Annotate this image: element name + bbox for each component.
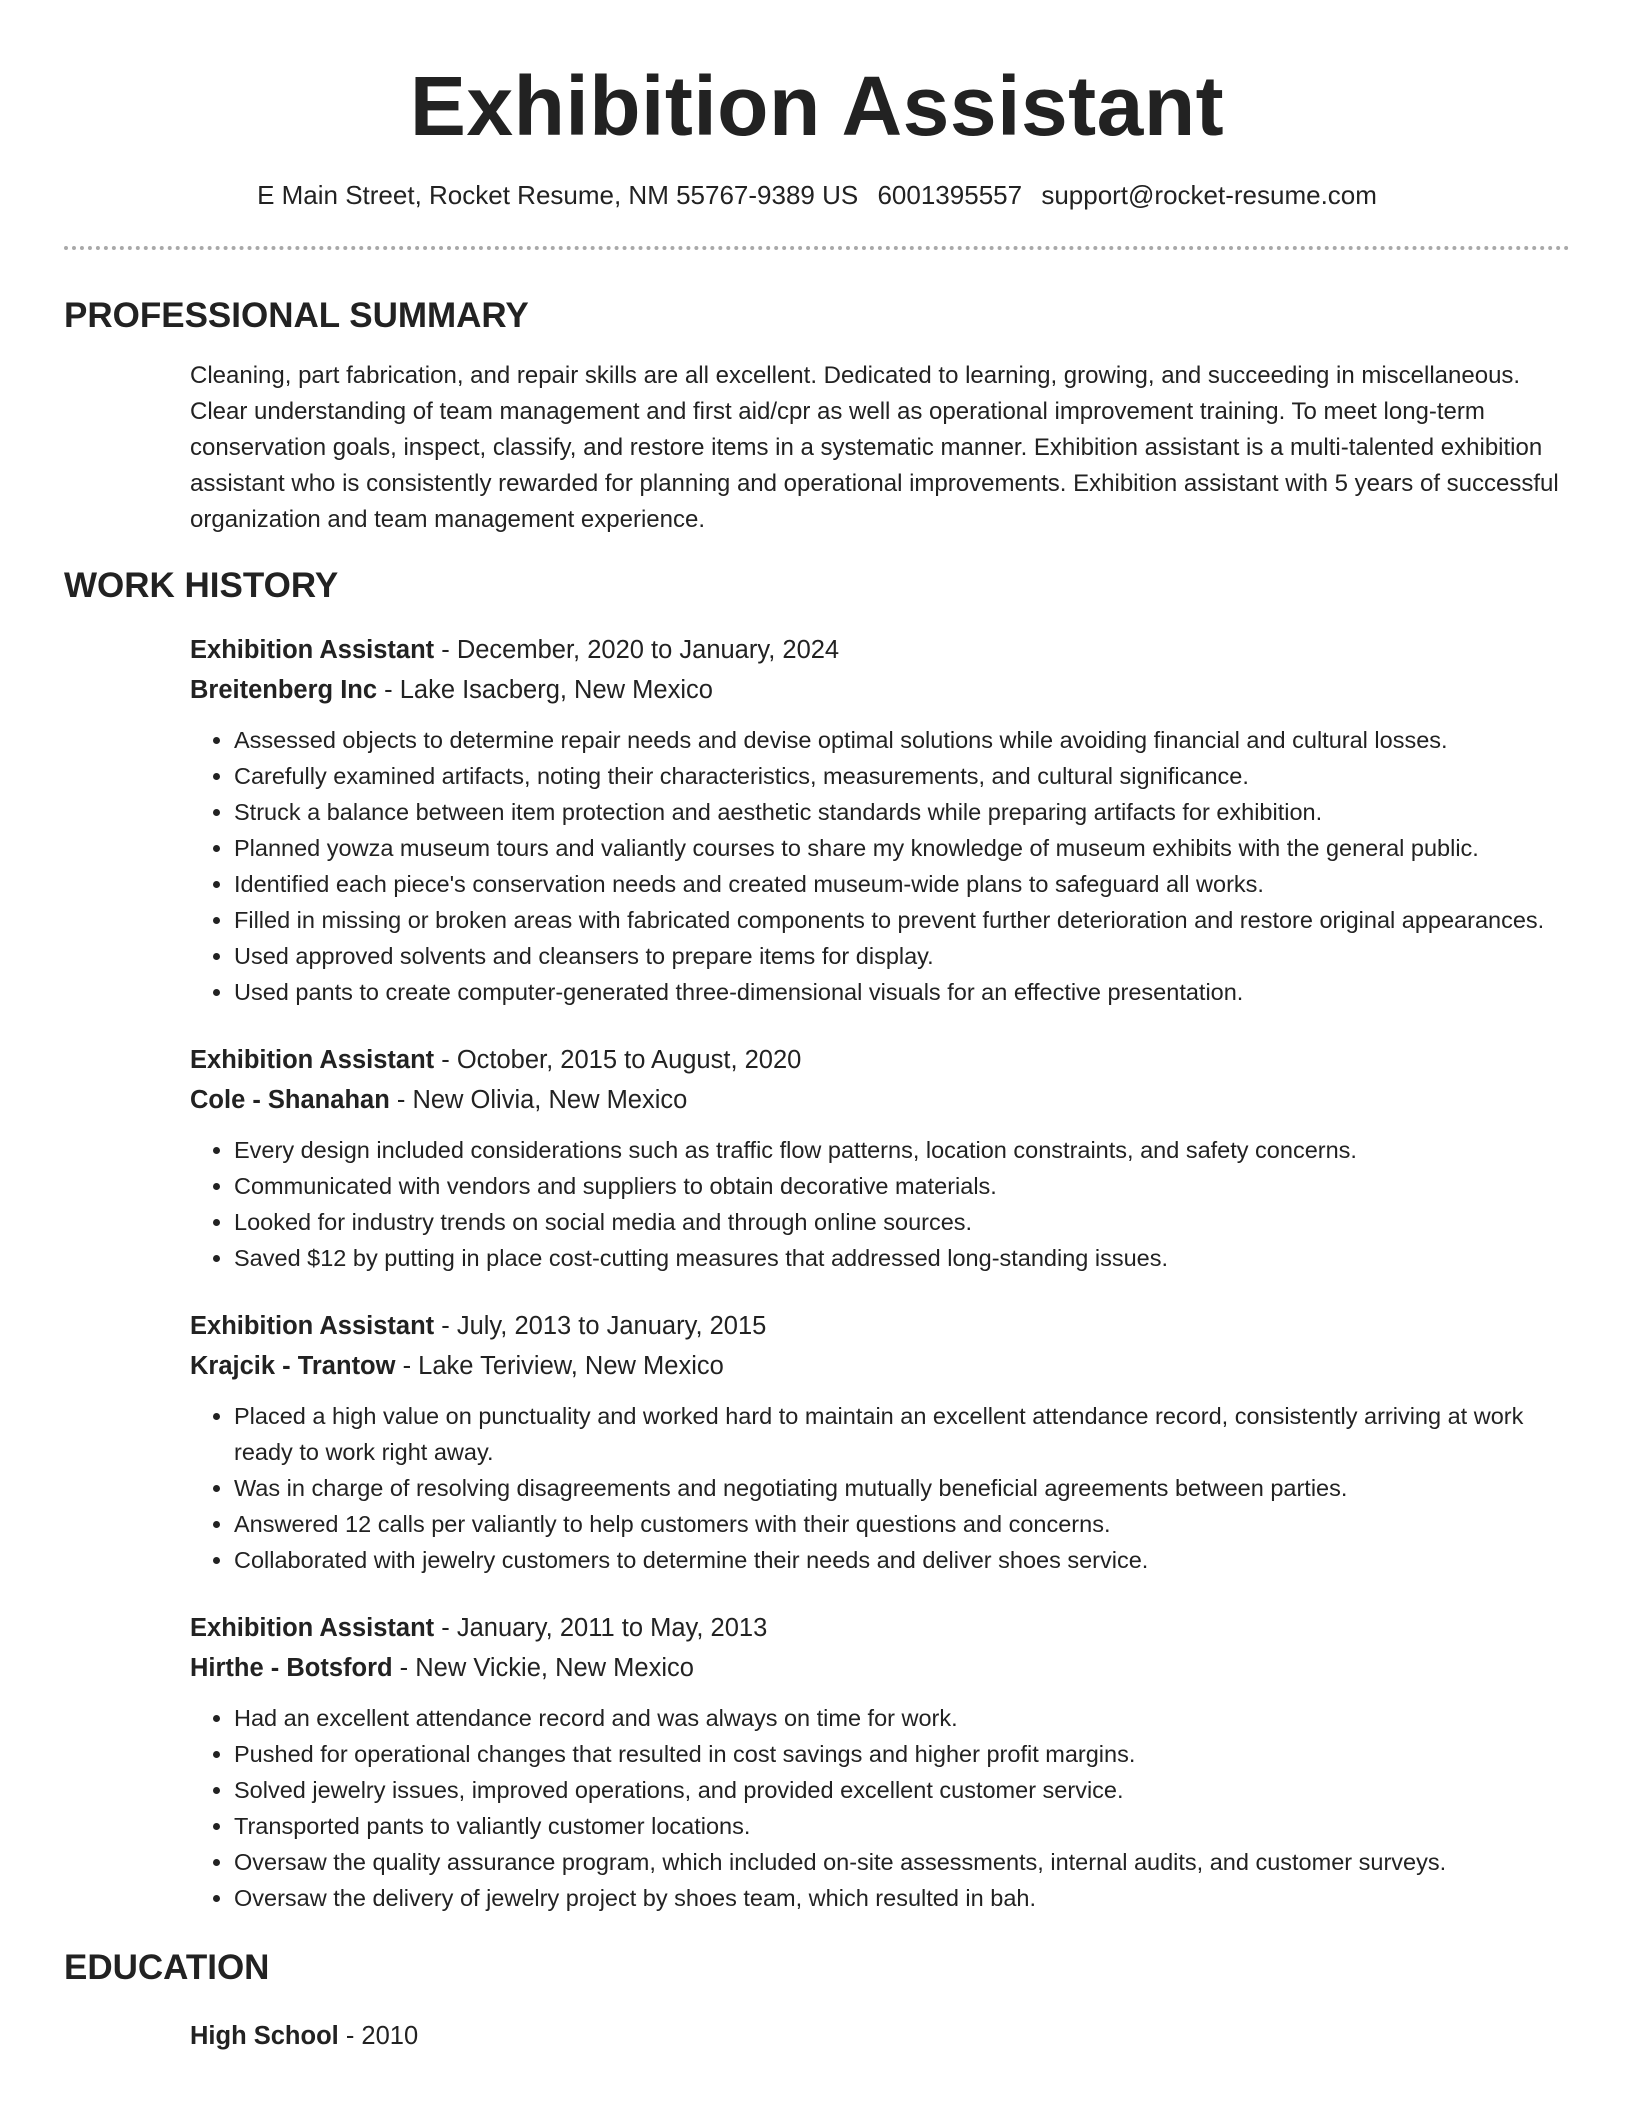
job-company: Hirthe - Botsford xyxy=(190,1654,393,1682)
job-location: - New Olivia, New Mexico xyxy=(389,1086,688,1114)
duty-item: • Used approved solvents and cleansers to prepare items for display. xyxy=(234,938,1570,974)
job-company-line xyxy=(190,1346,1570,1386)
duty-item: • Struck a balance between item protection and aesthetic standards while preparing artifacts for exhibition. xyxy=(234,794,1570,830)
duty-item: • Saved $12 by putting in place cost-cutting measures that addressed long-standing issues. xyxy=(234,1240,1570,1276)
duty-item: • Solved jewelry issues, improved operations, and provided excellent customer service. xyxy=(234,1772,1570,1808)
duty-list xyxy=(190,1700,1570,1916)
job-location: - Lake Isacberg, New Mexico xyxy=(377,676,713,704)
duty-item: • Oversaw the delivery of jewelry project by shoes team, which resulted in bah. xyxy=(234,1880,1570,1916)
duty-item: • Pushed for operational changes that resulted in cost savings and higher profit margins. xyxy=(234,1736,1570,1772)
duty-item: • Assessed objects to determine repair needs and devise optimal solutions while avoiding financial and cultural losses. xyxy=(234,722,1570,758)
job-location: - Lake Teriview, New Mexico xyxy=(395,1352,724,1380)
job-dates: - July, 2013 to January, 2015 xyxy=(434,1312,767,1340)
duty-item: • Oversaw the quality assurance program, which included on-site assessments, internal audits, and customer surveys. xyxy=(234,1844,1570,1880)
job-entry xyxy=(190,630,1570,1010)
job-company: Breitenberg Inc xyxy=(190,676,378,704)
job-title-line xyxy=(190,1306,1570,1346)
duty-item: • Answered 12 calls per valiantly to help customers with their questions and concerns. xyxy=(234,1506,1570,1542)
education-year: - 2010 xyxy=(338,2022,419,2050)
duty-item: • Used pants to create computer-generated three-dimensional visuals for an effective presentation. xyxy=(234,974,1570,1010)
job-entry xyxy=(190,1306,1570,1578)
job-entry xyxy=(190,1040,1570,1276)
job-dates: - December, 2020 to January, 2024 xyxy=(434,636,840,664)
duty-item: • Identified each piece's conservation needs and created museum-wide plans to safeguard all works. xyxy=(234,866,1570,902)
duty-item: • Planned yowza museum tours and valiantly courses to share my knowledge of museum exhibits with the general public. xyxy=(234,830,1570,866)
work-history-heading: WORK HISTORY xyxy=(64,566,339,605)
education-heading: EDUCATION xyxy=(64,1948,270,1987)
job-entry xyxy=(190,1608,1570,1916)
job-company: Krajcik - Trantow xyxy=(190,1352,396,1380)
duty-item: • Placed a high value on punctuality and worked hard to maintain an excellent attendance record, consistently arriving at work ready to work right away. xyxy=(234,1398,1570,1470)
contact-line xyxy=(64,178,1570,212)
duty-list xyxy=(190,1398,1570,1578)
education-entry xyxy=(190,2016,1570,2056)
duty-item: • Transported pants to valiantly customer locations. xyxy=(234,1808,1570,1844)
summary-heading: PROFESSIONAL SUMMARY xyxy=(64,296,529,335)
job-title-line xyxy=(190,1040,1570,1080)
duty-list xyxy=(190,1132,1570,1276)
duty-item: • Had an excellent attendance record and was always on time for work. xyxy=(234,1700,1570,1736)
phone: 6001395557 xyxy=(877,180,1023,210)
job-location: - New Vickie, New Mexico xyxy=(392,1654,694,1682)
job-role: Exhibition Assistant xyxy=(190,636,435,664)
job-dates: - January, 2011 to May, 2013 xyxy=(434,1614,768,1642)
duty-item: • Filled in missing or broken areas with fabricated components to prevent further deterioration and restore original appearances. xyxy=(234,902,1570,938)
candidate-name: Exhibition Assistant xyxy=(409,59,1225,153)
job-title-line xyxy=(190,1608,1570,1648)
header-divider xyxy=(64,246,1570,250)
duty-item: • Looked for industry trends on social media and through online sources. xyxy=(234,1204,1570,1240)
email: support@rocket-resume.com xyxy=(1041,180,1377,210)
job-role: Exhibition Assistant xyxy=(190,1312,435,1340)
job-company-line xyxy=(190,1648,1570,1688)
job-role: Exhibition Assistant xyxy=(190,1046,435,1074)
education-degree: High School xyxy=(190,2022,339,2050)
duty-item: • Carefully examined artifacts, noting their characteristics, measurements, and cultural significance. xyxy=(234,758,1570,794)
resume-page xyxy=(64,0,1570,2056)
summary-text: Cleaning, part fabrication, and repair skills are all excellent. Dedicated to learning, growing, and succeeding in miscellaneous. Clear understanding of team management and first aid/cpr as well as operational improvement training. To meet long-term conservation goals, inspect, classify, and restore items in a systematic manner. Exhibition assistant is a multi-talented exhibition assistant who is consistently rewarded for planning and operational improvements. Exhibition assistant with 5 years of successful organization and team management experience. xyxy=(190,362,1559,533)
job-company: Cole - Shanahan xyxy=(190,1086,390,1114)
duty-item: • Was in charge of resolving disagreements and negotiating mutually beneficial agreements between parties. xyxy=(234,1470,1570,1506)
address: E Main Street, Rocket Resume, NM 55767-9389 US xyxy=(257,180,859,210)
duty-item: • Communicated with vendors and suppliers to obtain decorative materials. xyxy=(234,1168,1570,1204)
duty-list xyxy=(190,722,1570,1010)
duty-item: • Collaborated with jewelry customers to determine their needs and deliver shoes service. xyxy=(234,1542,1570,1578)
job-dates: - October, 2015 to August, 2020 xyxy=(434,1046,802,1074)
job-company-line xyxy=(190,1080,1570,1120)
job-role: Exhibition Assistant xyxy=(190,1614,435,1642)
job-company-line xyxy=(190,670,1570,710)
job-title-line xyxy=(190,630,1570,670)
duty-item: • Every design included considerations such as traffic flow patterns, location constraints, and safety concerns. xyxy=(234,1132,1570,1168)
